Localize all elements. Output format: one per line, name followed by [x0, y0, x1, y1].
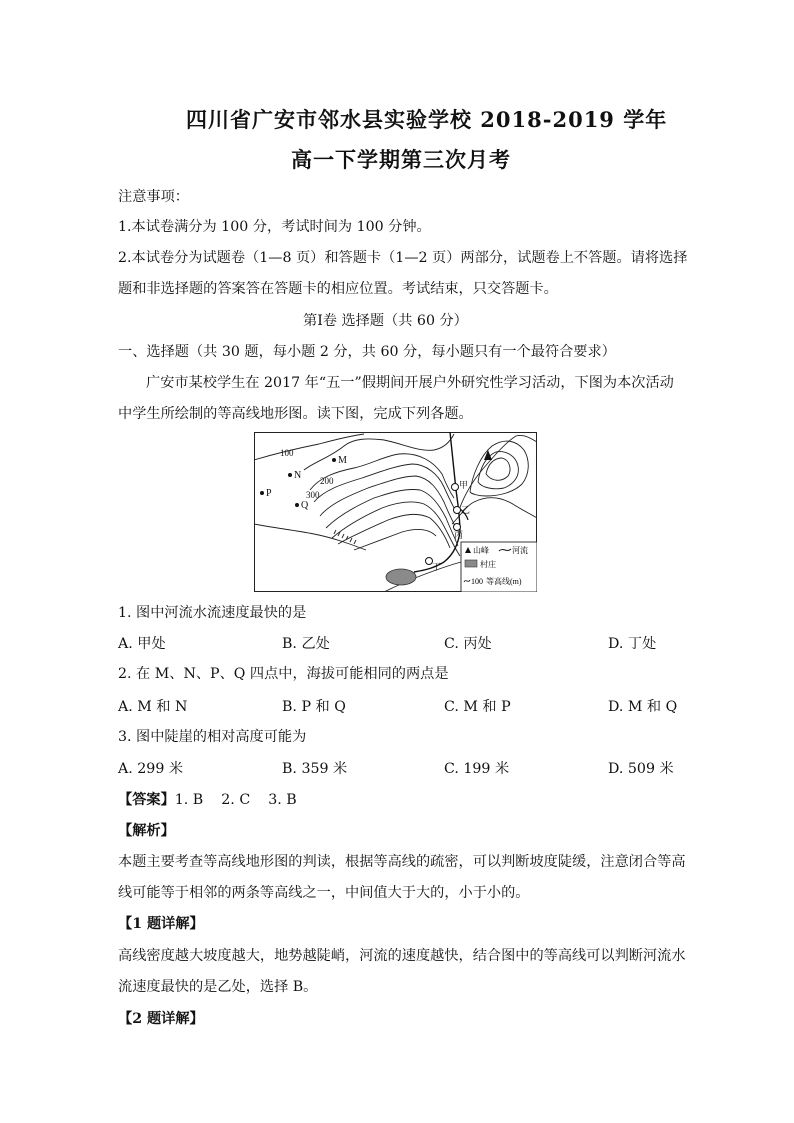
question-2-option-c: C. M 和 P: [444, 699, 511, 715]
question-2-option-a: A. M 和 N: [118, 699, 188, 715]
detail-1-label: 【1 题详解】: [118, 916, 204, 932]
notes-item-1: 1.本试卷满分为 100 分，考试时间为 100 分钟。: [118, 219, 431, 235]
detail-1-line-2: 流速度最快的是乙处，选择 B。: [118, 979, 318, 995]
question-2-option-b: B. P 和 Q: [282, 699, 346, 715]
answer-line: [118, 790, 297, 810]
intro-line-2: 中学生所绘制的等高线地形图。读下图，完成下列各题。: [118, 406, 473, 422]
question-3-option-d: D. 509 米: [608, 761, 674, 777]
legend-river: 河流: [512, 546, 528, 555]
notes-item-2-line-2: 题和非选择题的答案答在答题卡的相应位置。考试结束，只交答题卡。: [118, 281, 558, 297]
question-2-option-d: D. M 和 Q: [608, 699, 678, 715]
analysis-line-1: 本题主要考查等高线地形图的判读，根据等高线的疏密，可以判断坡度陡缓，注意闭合等高: [118, 854, 686, 870]
legend-peak: 山峰: [473, 546, 489, 555]
question-1-option-d: D. 丁处: [608, 636, 657, 652]
detail-2-label: 【2 题详解】: [118, 1011, 204, 1027]
point-label-m: M: [338, 455, 347, 466]
detail-1-line-1: 高线密度越大坡度越大，地势越陡峭，河流的速度越快，结合图中的等高线可以判断河流水: [118, 948, 686, 964]
question-1-stem: 1. 图中河流水流速度最快的是: [118, 605, 307, 621]
question-3-stem: 3. 图中陡崖的相对高度可能为: [118, 729, 307, 745]
question-1-option-c: C. 丙处: [444, 636, 492, 652]
title-line-1: 四川省广安市邻水县实验学校 2018-2019 学年: [186, 107, 668, 132]
point-label-n: N: [294, 470, 302, 481]
point-label-q: Q: [301, 500, 309, 511]
question-1-option-a: A. 甲处: [118, 636, 166, 652]
question-1-option-b: B. 乙处: [282, 636, 330, 652]
notes-item-2-line-1: 2.本试卷分为试题卷（1—8 页）和答题卡（1—2 页）两部分，试题卷上不答题。请将选择: [118, 250, 688, 266]
legend-contour-text: 等高线(m): [486, 577, 522, 586]
answer-label: 【答案】: [118, 792, 175, 808]
river-point-jia: 甲: [459, 480, 469, 490]
contour-label-100: 100: [280, 448, 294, 458]
river-point-bing: 丙: [454, 530, 464, 540]
notes-heading: 注意事项：: [118, 189, 189, 205]
contour-map-figure: [254, 432, 537, 592]
map-legend: [461, 542, 537, 592]
question-3-option-b: B. 359 米: [282, 761, 348, 777]
river-point-ding: 丁: [432, 562, 442, 572]
title-line-2: 高一下学期第三次月考: [291, 147, 511, 172]
question-3-option-c: C. 199 米: [444, 761, 510, 777]
answer-text: 1. B 2. C 3. B: [174, 792, 297, 808]
analysis-line-2: 线可能等于相邻的两条等高线之一，中间值大于大的，小于小的。: [118, 885, 530, 901]
question-2-stem: 2. 在 M、N、P、Q 四点中，海拔可能相同的两点是: [118, 666, 449, 682]
intro-line-1: 广安市某校学生在 2017 年“五一”假期间开展户外研究性学习活动，下图为本次活动: [146, 375, 674, 391]
contour-label-300: 300: [306, 490, 320, 500]
legend-village: 村庄: [480, 560, 496, 569]
section1-heading: 一、选择题（共 30 题，每小题 2 分，共 60 分，每小题只有一个最符合要求）: [118, 344, 616, 360]
contour-label-200: 200: [320, 476, 334, 486]
river-point-yi: 乙: [461, 505, 471, 515]
question-3-option-a: A. 299 米: [118, 761, 184, 777]
point-label-p: P: [266, 488, 272, 499]
part1-heading: 第Ⅰ卷 选择题（共 60 分）: [303, 313, 468, 329]
legend-contour-value: 100: [471, 577, 483, 586]
analysis-label: 【解析】: [118, 823, 175, 839]
